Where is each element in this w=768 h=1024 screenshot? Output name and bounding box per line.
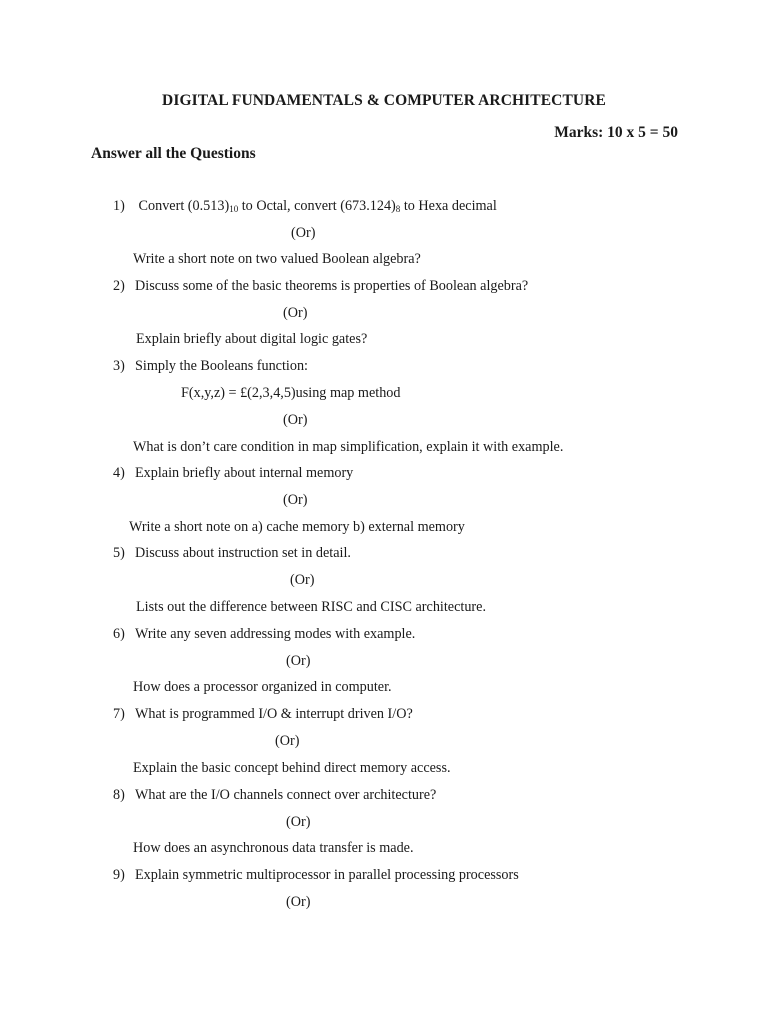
question-5 xyxy=(113,545,351,562)
question-number: 4) xyxy=(113,465,125,481)
or-separator: (Or) xyxy=(286,814,311,830)
alternative-question-5: Lists out the difference between RISC and CISC architecture. xyxy=(136,599,486,615)
boolean-function-formula: F(x,y,z) = £(2,3,4,5)using map method xyxy=(181,385,401,401)
question-text: Simply the Booleans function: xyxy=(135,358,308,374)
question-text: What is programmed I/O & interrupt driven I/O? xyxy=(135,706,413,722)
base-subscript: 8 xyxy=(395,204,401,214)
page-title: DIGITAL FUNDAMENTALS & COMPUTER ARCHITECTURE xyxy=(162,92,606,109)
alternative-question-1: Write a short note on two valued Boolean algebra? xyxy=(133,251,421,267)
question-3 xyxy=(113,358,308,375)
question-number: 8) xyxy=(113,787,125,803)
question-text: Explain symmetric multiprocessor in parallel processing processors xyxy=(135,867,519,883)
question-2 xyxy=(113,278,528,295)
question-text: Discuss about instruction set in detail. xyxy=(135,545,351,561)
question-text: Write any seven addressing modes with example. xyxy=(135,626,416,642)
or-separator: (Or) xyxy=(286,894,311,910)
question-text: What are the I/O channels connect over architecture? xyxy=(135,787,437,803)
or-separator: (Or) xyxy=(290,572,315,588)
question-number: 6) xyxy=(113,626,125,642)
marks-label: Marks: 10 x 5 = 50 xyxy=(554,124,678,141)
instruction-heading: Answer all the Questions xyxy=(91,145,256,162)
question-8 xyxy=(113,787,436,804)
question-text-part: Convert (0.513) xyxy=(138,198,230,214)
question-number: 2) xyxy=(113,278,125,294)
question-6 xyxy=(113,626,415,643)
alternative-question-2: Explain briefly about digital logic gates? xyxy=(136,331,368,347)
question-number: 7) xyxy=(113,706,125,722)
question-4 xyxy=(113,465,353,482)
or-separator: (Or) xyxy=(275,733,300,749)
or-separator: (Or) xyxy=(283,412,308,428)
question-number: 3) xyxy=(113,358,125,374)
or-separator: (Or) xyxy=(283,492,308,508)
base-subscript: 10 xyxy=(229,204,239,214)
alternative-question-8: How does an asynchronous data transfer is made. xyxy=(133,840,414,856)
question-text: Discuss some of the basic theorems is properties of Boolean algebra? xyxy=(135,278,529,294)
alternative-question-3: What is don’t care condition in map simplification, explain it with example. xyxy=(133,439,564,455)
or-separator: (Or) xyxy=(283,305,308,321)
alternative-question-4: Write a short note on a) cache memory b) external memory xyxy=(129,519,465,535)
question-number: 9) xyxy=(113,867,125,883)
question-9 xyxy=(113,867,519,884)
question-1 xyxy=(113,198,497,215)
question-text-part: to Hexa decimal xyxy=(400,198,497,214)
question-text: Explain briefly about internal memory xyxy=(135,465,354,481)
or-separator: (Or) xyxy=(291,225,316,241)
question-number: 5) xyxy=(113,545,125,561)
or-separator: (Or) xyxy=(286,653,311,669)
question-7 xyxy=(113,706,413,723)
question-text-part: to Octal, convert (673.124) xyxy=(238,198,396,214)
alternative-question-7: Explain the basic concept behind direct memory access. xyxy=(133,760,451,776)
question-number: 1) xyxy=(113,198,125,214)
alternative-question-6: How does a processor organized in computer. xyxy=(133,679,392,695)
